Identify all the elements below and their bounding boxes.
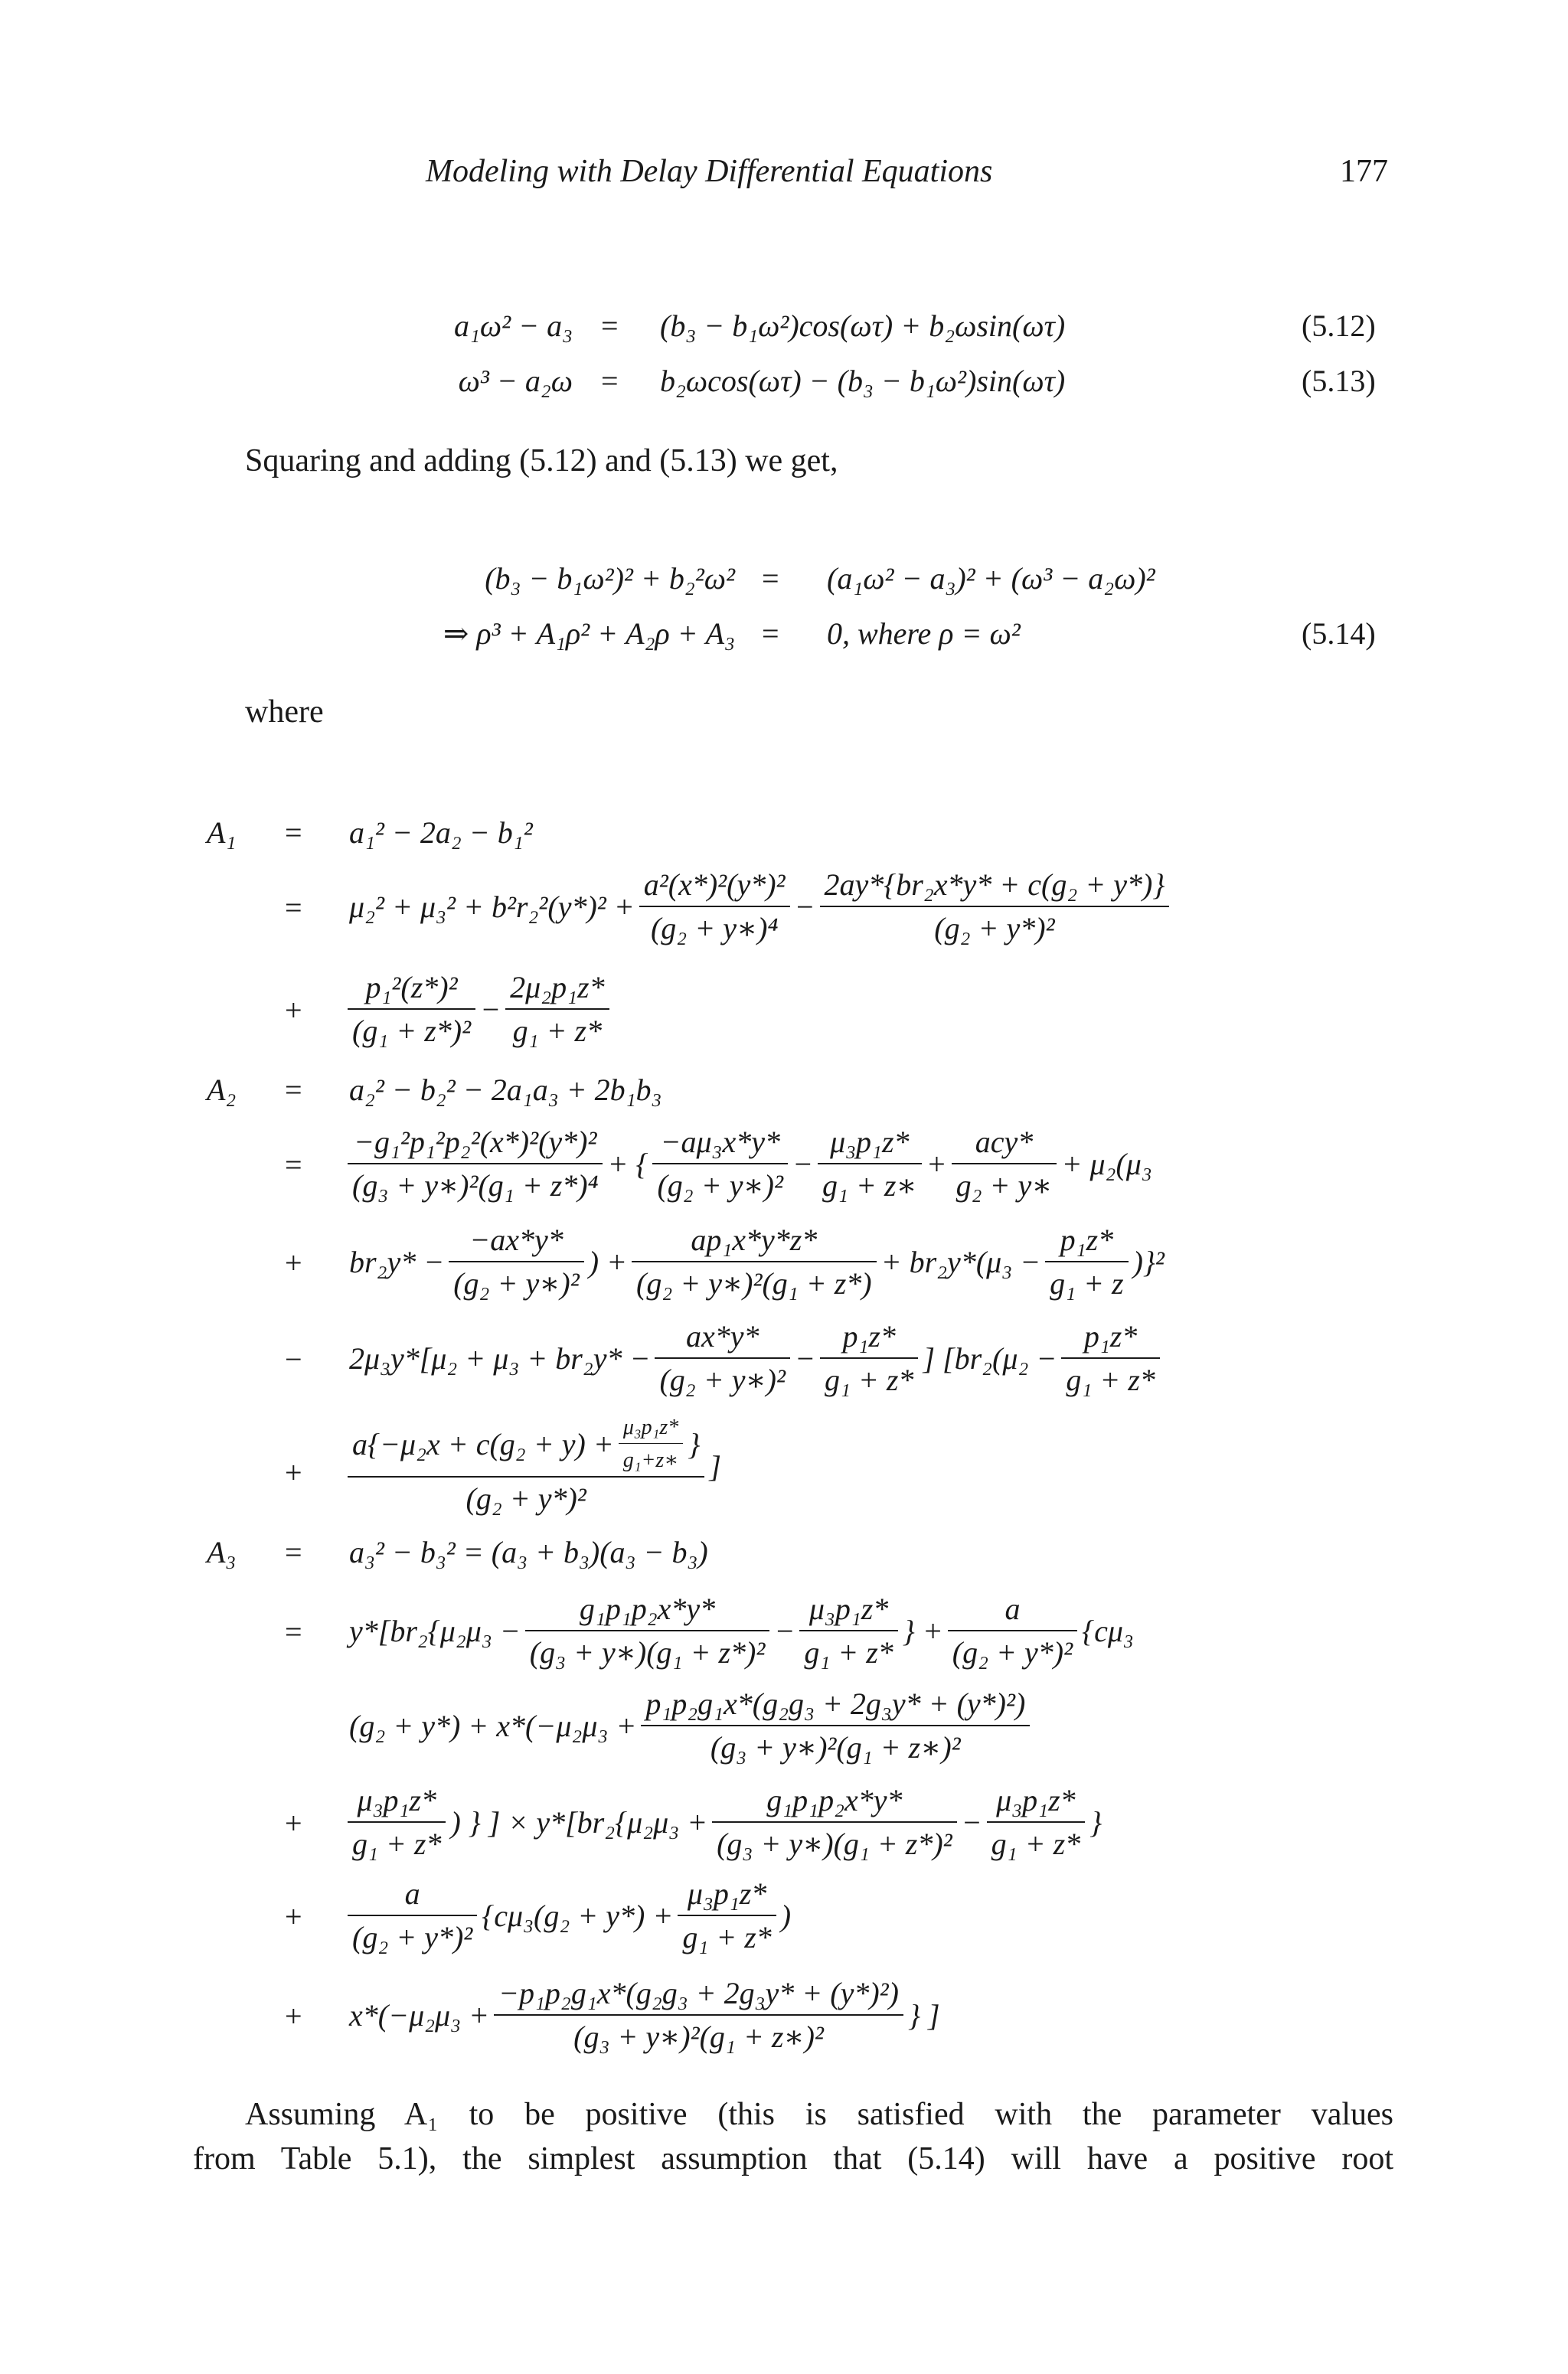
a3-frac-10-num: −p₁p₂g₁x*(g₂g₃ + 2g₃y* + (y*)²) xyxy=(494,1975,903,2016)
a3-frac-3-num: a xyxy=(948,1591,1077,1631)
a2-frac-5-den: (g₂ + y∗)² xyxy=(453,1266,580,1301)
a3-frac-8 xyxy=(348,1876,477,1955)
a2-line-2-minus: − xyxy=(792,1146,813,1181)
a2-line-1: a₂² − b₂² − 2a₁a₃ + 2b₁b₃ xyxy=(349,1073,662,1107)
a3-line-6-tail: } ] xyxy=(907,1997,940,2033)
a3-frac-10 xyxy=(494,1975,903,2055)
a1-label: A₁ xyxy=(207,815,237,850)
a2-frac-9-den: g₁ + z* xyxy=(824,1363,914,1397)
a2-rel-5: + xyxy=(285,1455,302,1490)
a3-frac-6 xyxy=(712,1782,957,1862)
a3-line-2-minus: − xyxy=(774,1613,795,1648)
a3-frac-2 xyxy=(799,1591,897,1670)
a1-frac-2-den: (g₂ + y*)² xyxy=(934,911,1055,945)
a2-frac-8-num: ax*y* xyxy=(655,1318,789,1359)
a2-frac-3-den: g₁ + z∗ xyxy=(822,1168,917,1203)
eq-5-14-lhs: ⇒ ρ³ + A₁ρ² + A₂ρ + A₃ xyxy=(443,616,735,651)
a3-frac-8-num: a xyxy=(348,1876,477,1916)
a2-rel-1: = xyxy=(285,1073,302,1107)
a2-line-4-mid: ] [br₂(μ₂ − xyxy=(923,1340,1057,1376)
a2-frac-5 xyxy=(449,1222,583,1301)
a2-frac-11-inner-den: g₁+z∗ xyxy=(622,1448,679,1472)
a2-frac-4 xyxy=(952,1124,1057,1203)
a3-frac-10-den: (g₃ + y∗)²(g₁ + z∗)² xyxy=(573,2020,824,2054)
a2-frac-11-num xyxy=(348,1416,704,1478)
eq-5-14-rel: = xyxy=(762,616,779,651)
eq-squared-rel: = xyxy=(762,561,779,596)
a2-frac-2 xyxy=(652,1124,787,1203)
a2-frac-11 xyxy=(348,1416,704,1517)
eq-squared-rhs: (a₁ω² − a₃)² + (ω³ − a₂ω)² xyxy=(827,561,1155,596)
a1-frac-2-num: 2ay*{br₂x*y* + c(g₂ + y*)} xyxy=(820,867,1170,907)
a2-frac-7-num: p₁z* xyxy=(1045,1222,1128,1262)
a2-frac-10-num: p₁z* xyxy=(1061,1318,1159,1359)
a3-line-5-term: {cμ₃(g₂ + y*) + xyxy=(482,1898,674,1933)
a3-rel-5: + xyxy=(285,1999,302,2033)
a3-frac-4 xyxy=(641,1686,1030,1765)
a3-frac-9-num: μ₃p₁z* xyxy=(678,1876,776,1916)
a1-line-2 xyxy=(349,859,1174,954)
a1-rel-1: = xyxy=(285,815,302,850)
eq-5-13-rhs: b₂ωcos(ωτ) − (b₃ − b₁ω²)sin(ωτ) xyxy=(660,364,1066,398)
a2-line-3 xyxy=(349,1214,1165,1309)
a3-line-2-term: y*[br₂{μ₂μ₃ − xyxy=(349,1613,521,1648)
a2-frac-9-num: p₁z* xyxy=(820,1318,918,1359)
a3-line-4-minus: − xyxy=(961,1804,982,1840)
a2-line-4-minus: − xyxy=(794,1340,815,1376)
a1-frac-1-den: (g₂ + y∗)⁴ xyxy=(650,911,779,945)
a3-line-5 xyxy=(343,1868,791,1963)
eq-5-13-number: (5.13) xyxy=(1302,364,1376,398)
a3-frac-9 xyxy=(678,1876,776,1955)
a3-line-4-tail: } xyxy=(1089,1804,1102,1840)
a3-frac-5-num: μ₃p₁z* xyxy=(348,1782,446,1823)
a2-frac-1-den: (g₃ + y∗)²(g₁ + z*)⁴ xyxy=(352,1168,599,1203)
a3-frac-1 xyxy=(525,1591,770,1670)
a3-line-6-term: x*(−μ₂μ₃ + xyxy=(349,1997,490,2033)
a2-frac-10 xyxy=(1061,1318,1159,1398)
a2-frac-8 xyxy=(655,1318,789,1398)
a3-frac-7 xyxy=(987,1782,1085,1862)
a3-frac-1-den: (g₃ + y∗)(g₁ + z*)² xyxy=(529,1635,766,1670)
a3-line-4 xyxy=(343,1775,1102,1869)
a3-frac-2-num: μ₃p₁z* xyxy=(799,1591,897,1631)
a1-frac-4 xyxy=(505,969,609,1049)
a3-frac-3-den: (g₂ + y*)² xyxy=(952,1635,1073,1670)
a1-frac-4-num: 2μ₂p₁z* xyxy=(505,969,609,1010)
a2-frac-11-num-a: a{−μ₂x + c(g₂ + y) + xyxy=(352,1427,614,1461)
a3-frac-6-den: (g₃ + y∗)(g₁ + z*)² xyxy=(717,1827,952,1861)
a2-line-3-term-2: + br₂y*(μ₃ − xyxy=(880,1244,1041,1279)
a3-rel-4: + xyxy=(285,1899,302,1934)
a1-frac-3-num: p₁²(z*)² xyxy=(348,969,475,1010)
a3-line-2-tail: {cμ₃ xyxy=(1082,1613,1134,1648)
a2-line-3-tail: )}² xyxy=(1132,1244,1165,1279)
a3-rel-3: + xyxy=(285,1806,302,1840)
a2-rel-2: = xyxy=(285,1148,302,1182)
eq-5-13-lhs: ω³ − a₂ω xyxy=(458,364,573,398)
a2-label: A₂ xyxy=(207,1073,237,1107)
eq-squared-lhs: (b₃ − b₁ω²)² + b₂²ω² xyxy=(485,561,735,596)
a1-frac-3-den: (g₁ + z*)² xyxy=(352,1014,472,1048)
a3-line-6 xyxy=(349,1967,940,2062)
a2-frac-7 xyxy=(1045,1222,1128,1301)
eq-5-12-rhs: (b₃ − b₁ω²)cos(ωτ) + b₂ωsin(ωτ) xyxy=(660,309,1066,343)
a2-frac-9 xyxy=(820,1318,918,1398)
a1-frac-3 xyxy=(348,969,475,1049)
a2-frac-10-den: g₁ + z* xyxy=(1066,1363,1155,1397)
a2-frac-2-num: −aμ₃x*y* xyxy=(652,1124,787,1164)
a2-frac-11-inner-num: μ₃p₁z* xyxy=(619,1416,684,1444)
a1-line-2-term: μ₂² + μ₃² + b²r₂²(y*)² + xyxy=(349,889,635,924)
a3-rel-1: = xyxy=(285,1535,302,1569)
a1-frac-1-num: a²(x*)²(y*)² xyxy=(639,867,790,907)
a2-line-2 xyxy=(343,1116,1152,1211)
a3-line-5-tail: ) xyxy=(780,1898,792,1933)
a2-line-2-tail: + μ₂(μ₃ xyxy=(1061,1146,1152,1181)
a1-frac-4-den: g₁ + z* xyxy=(512,1014,603,1048)
a3-line-3 xyxy=(349,1678,1034,1773)
a1-line-1: a₁² − 2a₂ − b₁² xyxy=(349,815,533,850)
a1-rel-2: = xyxy=(285,890,302,925)
a3-frac-7-num: μ₃p₁z* xyxy=(987,1782,1085,1823)
a3-line-1: a₃² − b₃² = (a₃ + b₃)(a₃ − b₃) xyxy=(349,1535,708,1569)
a2-frac-6-num: ap₁x*y*z* xyxy=(632,1222,877,1262)
a2-line-4 xyxy=(349,1311,1165,1406)
a2-line-5-tail: ] xyxy=(709,1448,721,1484)
a3-frac-4-den: (g₃ + y∗)²(g₁ + z∗)² xyxy=(710,1730,961,1765)
a3-frac-9-den: g₁ + z* xyxy=(682,1920,772,1954)
a1-line-2-minus: − xyxy=(794,889,815,924)
a2-frac-6-den: (g₂ + y∗)²(g₁ + z*) xyxy=(636,1266,872,1301)
a3-frac-4-num: p₁p₂g₁x*(g₂g₃ + 2g₃y* + (y*)²) xyxy=(641,1686,1030,1726)
eq-5-13-rel: = xyxy=(601,364,619,398)
a2-frac-2-den: (g₂ + y∗)² xyxy=(657,1168,783,1203)
a3-frac-8-den: (g₂ + y*)² xyxy=(352,1920,473,1954)
a1-line-3 xyxy=(343,962,614,1056)
a3-frac-1-num: g₁p₁p₂x*y* xyxy=(525,1591,770,1631)
a2-frac-11-num-b: } xyxy=(688,1427,701,1461)
a2-frac-11-den: (g₂ + y*)² xyxy=(466,1481,586,1516)
eq-5-12-number: (5.12) xyxy=(1302,309,1376,343)
a1-frac-1 xyxy=(639,867,790,946)
a2-rel-4: − xyxy=(285,1342,302,1376)
a3-line-2 xyxy=(349,1583,1134,1678)
a2-line-4-term: 2μ₃y*[μ₂ + μ₃ + br₂y* − xyxy=(349,1340,651,1376)
a2-frac-3 xyxy=(818,1124,922,1203)
a2-rel-3: + xyxy=(285,1246,302,1280)
a2-frac-7-den: g₁ + z xyxy=(1050,1266,1124,1301)
text-where: where xyxy=(245,694,324,730)
a2-frac-4-num: acy* xyxy=(952,1124,1057,1164)
a2-frac-1-num: −g₁²p₁²p₂²(x*)²(y*)² xyxy=(348,1124,603,1164)
eq-5-14-rhs: 0, where ρ = ω² xyxy=(827,616,1021,651)
text-squaring: Squaring and adding (5.12) and (5.13) we get, xyxy=(245,443,838,478)
a2-line-2-plus: + xyxy=(926,1146,947,1181)
a1-frac-2 xyxy=(820,867,1170,946)
eq-5-14-number: (5.14) xyxy=(1302,616,1376,651)
a3-line-2-mid: } + xyxy=(902,1613,943,1648)
page-number: 177 xyxy=(1340,154,1388,189)
a2-line-3-mid: ) + xyxy=(588,1244,628,1279)
a3-rel-2: = xyxy=(285,1615,302,1649)
a2-line-5 xyxy=(343,1409,721,1523)
a2-frac-1 xyxy=(348,1124,603,1203)
closing-line-2: from Table 5.1), the simplest assumption that (5.14) will have a positive root xyxy=(193,2141,1393,2176)
a2-frac-11-inner xyxy=(619,1416,684,1473)
a2-frac-6 xyxy=(632,1222,877,1301)
a3-frac-5-den: g₁ + z* xyxy=(352,1827,442,1861)
a3-frac-5 xyxy=(348,1782,446,1862)
a1-line-3-minus: − xyxy=(480,991,501,1027)
a3-frac-3 xyxy=(948,1591,1077,1670)
a2-frac-3-num: μ₃p₁z* xyxy=(818,1124,922,1164)
a3-frac-7-den: g₁ + z* xyxy=(991,1827,1081,1861)
a1-rel-3: + xyxy=(285,993,302,1027)
a3-line-4-term: ) } ] × y*[br₂{μ₂μ₃ + xyxy=(450,1804,708,1840)
a2-line-2-brace: + { xyxy=(607,1146,648,1181)
a3-line-3-term: (g₂ + y*) + x*(−μ₂μ₃ + xyxy=(349,1708,637,1743)
a3-label: A₃ xyxy=(207,1535,237,1569)
eq-5-12-lhs: a₁ω² − a₃ xyxy=(453,309,573,343)
a2-frac-5-num: −ax*y* xyxy=(449,1222,583,1262)
a2-line-3-term: br₂y* − xyxy=(349,1244,445,1279)
a2-frac-8-den: (g₂ + y∗)² xyxy=(659,1363,786,1397)
eq-5-12-rel: = xyxy=(601,309,619,343)
a3-frac-6-num: g₁p₁p₂x*y* xyxy=(712,1782,957,1823)
a3-frac-2-den: g₁ + z* xyxy=(804,1635,893,1670)
closing-line-1: Assuming A₁ to be positive (this is satisfied with the parameter values xyxy=(245,2097,1393,2132)
running-header-title: Modeling with Delay Differential Equations xyxy=(426,154,993,189)
a2-frac-4-den: g₂ + y∗ xyxy=(956,1168,1053,1203)
